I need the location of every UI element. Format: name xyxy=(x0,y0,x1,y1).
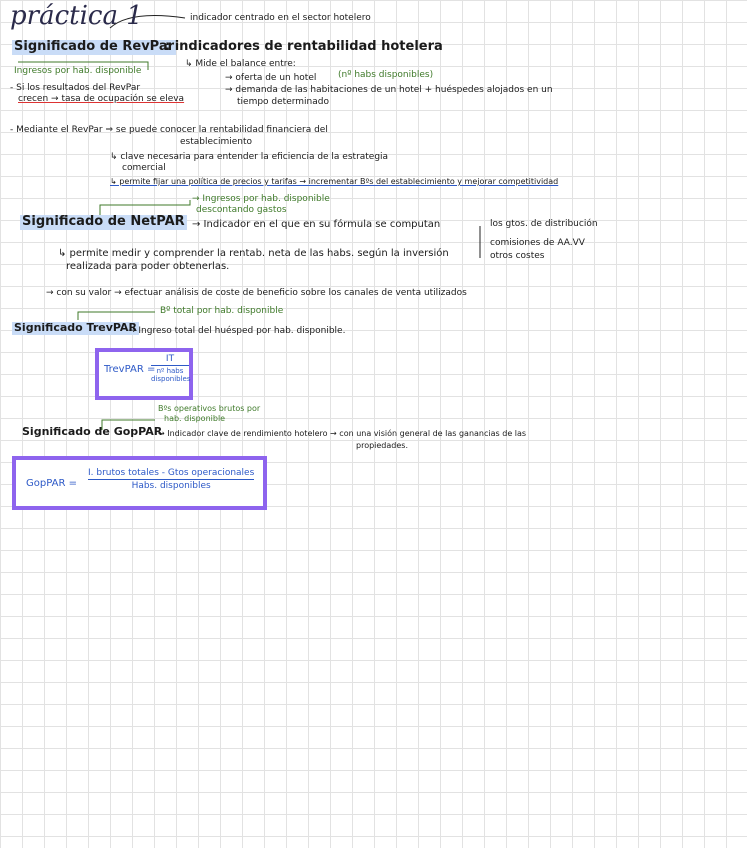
revpar-oferta: → oferta de un hotel xyxy=(225,73,317,83)
goppar-heading: Significado de GopPAR xyxy=(22,425,163,438)
netpar-permite-2: realizada para poder obtenerlas. xyxy=(66,261,230,272)
revpar-mediante: - Mediante el RevPar ⇒ se puede conocer la rentabilidad financiera del xyxy=(10,125,328,135)
trevpar-heading: Significado TrevPAR xyxy=(14,321,137,334)
trevpar-definition: → Ingreso total del huésped por hab. disponible. xyxy=(128,326,346,336)
title-note: indicador centrado en el sector hotelero xyxy=(190,13,371,23)
goppar-definition-2: propiedades. xyxy=(356,441,408,450)
netpar-note-1: → Ingresos por hab. disponible xyxy=(192,194,330,204)
revpar-demanda: → demanda de las habitaciones de un hotel + huéspedes alojados en un xyxy=(225,85,553,95)
goppar-definition: → Indicador clave de rendimiento hotelero → con una visión general de las ganancias de las xyxy=(158,429,527,438)
goppar-note-1: Bºs operativos brutos por xyxy=(158,404,261,413)
revpar-oferta-note: (nº habs disponibles) xyxy=(338,70,434,80)
netpar-definition: → Indicador en el que en su fórmula se computan xyxy=(192,219,441,230)
revpar-heading: Significado de RevPar xyxy=(14,39,175,54)
goppar-formula-box xyxy=(12,456,267,510)
goppar-formula-lhs: GopPAR = xyxy=(26,478,77,489)
trevpar-note: Bº total por hab. disponible xyxy=(160,306,284,316)
revpar-definition: : indicadores de rentabilidad hotelera xyxy=(165,39,443,54)
revpar-si-2: crecen → tasa de ocupación se eleva xyxy=(18,94,185,104)
revpar-demanda-2: tiempo determinado xyxy=(237,97,329,107)
netpar-list-item: comisiones de AA.VV xyxy=(490,238,585,248)
revpar-si-1: - Si los resultados del RevPar xyxy=(10,83,141,93)
revpar-bullet-2: ↳ permite fijar una política de precios y tarifas → incrementar Bºs del establecimiento y mejorar competitividad xyxy=(110,177,559,186)
netpar-heading: Significado de NetPAR xyxy=(22,214,185,229)
revpar-mide: ↳ Mide el balance entre: xyxy=(185,59,296,69)
netpar-list-item: otros costes xyxy=(490,251,545,261)
goppar-fraction xyxy=(88,468,254,491)
revpar-bullet-1b: comercial xyxy=(122,163,166,173)
revpar-mediante-2: establecimiento xyxy=(180,137,253,147)
trevpar-formula-box xyxy=(95,348,193,400)
goppar-numerator: I. brutos totales - Gtos operacionales xyxy=(88,468,255,478)
netpar-note-2: descontando gastos xyxy=(196,205,287,215)
goppar-denominator: Habs. disponibles xyxy=(131,481,211,491)
trevpar-numerator: IT xyxy=(165,354,175,364)
trevpar-fraction xyxy=(151,354,189,383)
revpar-bracket-note: Ingresos por hab. disponible xyxy=(14,66,142,76)
trevpar-denominator: nº habs disponibles xyxy=(151,367,191,383)
trevpar-formula-lhs: TrevPAR = xyxy=(104,364,156,375)
goppar-note-2: hab. disponible xyxy=(164,414,226,423)
revpar-bullet-1: ↳ clave necesaria para entender la eficiencia de la estrategia xyxy=(110,152,389,162)
netpar-valor: → con su valor → efectuar análisis de coste de beneficio sobre los canales de venta utilizados xyxy=(46,288,467,298)
netpar-list-head: los gtos. de distribución xyxy=(490,219,598,229)
page-title: práctica 1 xyxy=(10,1,143,31)
netpar-permite-1: ↳ permite medir y comprender la rentab. neta de las habs. según la inversión xyxy=(58,248,449,259)
